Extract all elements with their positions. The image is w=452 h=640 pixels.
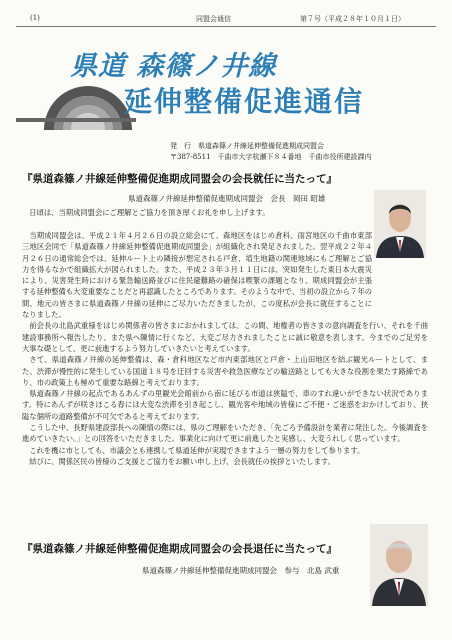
paragraph: 当期成同盟会は、平成２１年４月２６日の設立総会にて、森地区をはじめ倉科、雨宮地区の千曲市東部三地区会同で「県道森篠ノ井線延伸整備促進期成同盟会」が組織化され発足されました。翌平成２２年４月２６日の通常総会では、延伸ルート上の隣接が想定される戸倉、埴生地籍の関連地域にもご理解とご協力を得るなかで組織拡大が図られました。また、平成２３年３月１１日には、突如発生した東日本大震災により、災害発生時における緊急輸送路並びに住民避難路の確保は喫緊の課題となり、期成同盟会が主張する延伸整備も大変重要なことだと再認識したところであります。そのような中で、当初の設立から７年の間、地元の皆さまに県道森篠ノ井線の延伸にご尽力いただきましたが、この度私が会長に就任することになりました。 xyxy=(22,231,372,320)
article-byline: 県道森篠ノ井線延伸整備促進期成同盟会 参与 北島 武重 xyxy=(142,566,340,575)
paragraph: 結びに、関係区民の皆様のご支援とご協力をお願い申し上げ、会長就任の挨拶といたします。 xyxy=(29,456,335,466)
paragraph: 日頃は、当期成同盟会にご理解とご協力を頂き厚くお礼を申し上げます。 xyxy=(29,208,270,217)
paragraph: これを機に市としても、市議会とも連携して県道延伸が実現できますよう一層の努力をして参ります。 xyxy=(29,445,365,455)
publisher-address: 〒387-8511 千曲市大字杭瀬下８４番地 千曲市役所建設課内 xyxy=(170,153,372,161)
paragraph: こうした中、長野県建設部長への陳情の際には、県のご理解をいただき、「先ごろ予備設計を業者に発注した。今後調査を進めていきたい。」との回答をいただきました。事業化に向けて更に前進したと実感し、大変うれしく思っています。 xyxy=(22,423,428,444)
article-body-top xyxy=(22,207,372,218)
issue-info: 第７号（平成２８年１０月１日） xyxy=(300,15,405,23)
article-heading: 『県道森篠ノ井線延伸整備促進期成同盟会の会長就任に当たって』 xyxy=(22,173,337,185)
former-chairman-photo xyxy=(370,524,428,606)
paragraph: 前会長の北島武重様をはじめ関係者の皆さまにおかれましては、この間、地権者の皆さまの意向調査を行い、それを千曲建設事務所へ報告したり、また県へ陳情に行くなど、大変ご尽力されましたことに誠に敬意を表します。今までのご足労を大事な礎として、更に前進するよう努力していきたいと考えています。 xyxy=(22,321,428,353)
publisher-line: 発 行 県道森篠ノ井線延伸整備促進期成同盟会 xyxy=(170,142,324,150)
article-body xyxy=(22,230,428,467)
masthead-title-route: 県道 森篠ノ井線 xyxy=(70,51,277,82)
article-byline: 県道森篠ノ井線延伸整備促進期成同盟会 会長 岡田 昭雄 xyxy=(128,194,326,203)
newsletter-name: 同盟会通信 xyxy=(196,15,231,23)
page-number: (1) xyxy=(30,14,40,22)
paragraph: さて、県道森篠ノ井線の延伸整備は、森・倉科地区など市内東部地区と戸倉・上山田地区を結ぶ観光ルートとして、また、渋滞が慢性的に発生している国道１８号を迂回する災害や救急医療などの輸送路としても大きな役割を果たす路線であり、市の政策上も極めて重要な路線と考えております。 xyxy=(22,355,428,387)
article-heading: 『県道森篠ノ井線延伸整備促進期成同盟会の会長退任に当たって』 xyxy=(22,543,337,555)
paragraph: 県道森篠ノ井線の起点であるあんずの里観光会館前から南に延びる市道は狭隘で、車のすれ違いができない状況であります。特にあんずが咲きほこる春には大変な渋滞を引き起こし、観光客や地域の皆様にご不便・ご迷惑をおかけしており、狭隘な個所の道路整備が不可欠であると考えております。 xyxy=(22,389,428,421)
header-rule xyxy=(16,26,436,27)
masthead-title-main: 延伸整備促進通信 xyxy=(124,85,365,118)
